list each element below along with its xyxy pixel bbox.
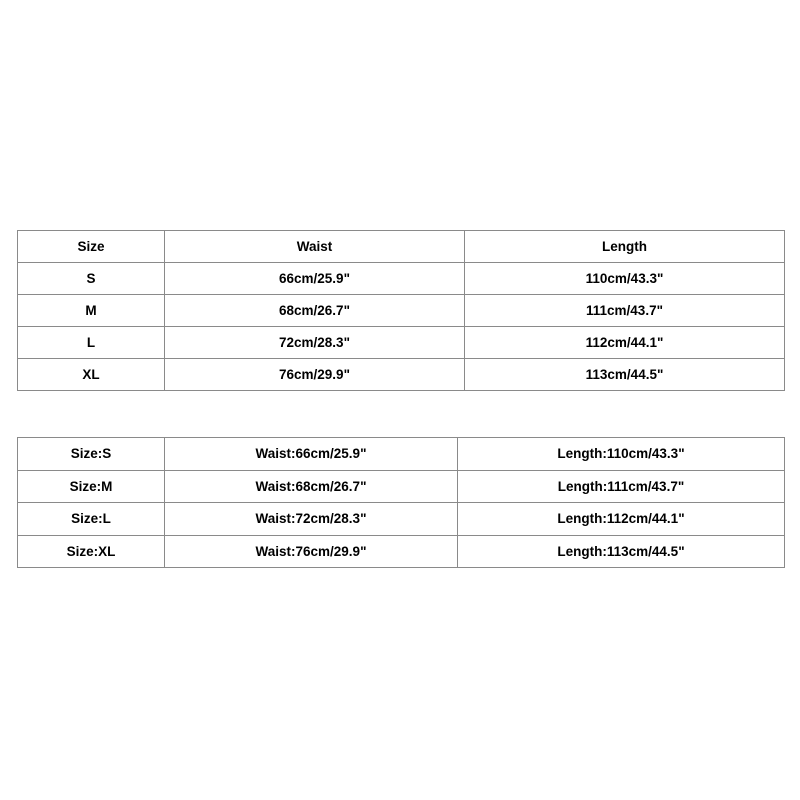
size-cell: Size:L [18,503,165,536]
table-row [18,359,785,391]
size-chart-table [17,230,785,391]
table-header-row [18,231,785,263]
length-cell: 110cm/43.3" [465,263,785,295]
table-row [18,535,785,568]
table-row [18,438,785,471]
length-cell: Length:113cm/44.5" [458,535,785,568]
length-cell: 113cm/44.5" [465,359,785,391]
waist-cell: 76cm/29.9" [165,359,465,391]
header-waist: Waist [165,231,465,263]
table-row [18,470,785,503]
length-cell: Length:111cm/43.7" [458,470,785,503]
table-row [18,295,785,327]
size-cell: Size:S [18,438,165,471]
size-cell: L [18,327,165,359]
waist-cell: 72cm/28.3" [165,327,465,359]
waist-cell: Waist:72cm/28.3" [165,503,458,536]
header-length: Length [465,231,785,263]
size-cell: M [18,295,165,327]
waist-cell: 68cm/26.7" [165,295,465,327]
length-cell: Length:110cm/43.3" [458,438,785,471]
size-cell: Size:M [18,470,165,503]
size-cell: Size:XL [18,535,165,568]
size-cell: XL [18,359,165,391]
waist-cell: 66cm/25.9" [165,263,465,295]
header-size: Size [18,231,165,263]
table-row [18,503,785,536]
length-cell: Length:112cm/44.1" [458,503,785,536]
length-cell: 111cm/43.7" [465,295,785,327]
size-detail-table [17,437,785,568]
table-row [18,327,785,359]
waist-cell: Waist:66cm/25.9" [165,438,458,471]
length-cell: 112cm/44.1" [465,327,785,359]
waist-cell: Waist:76cm/29.9" [165,535,458,568]
size-cell: S [18,263,165,295]
table-row [18,263,785,295]
waist-cell: Waist:68cm/26.7" [165,470,458,503]
